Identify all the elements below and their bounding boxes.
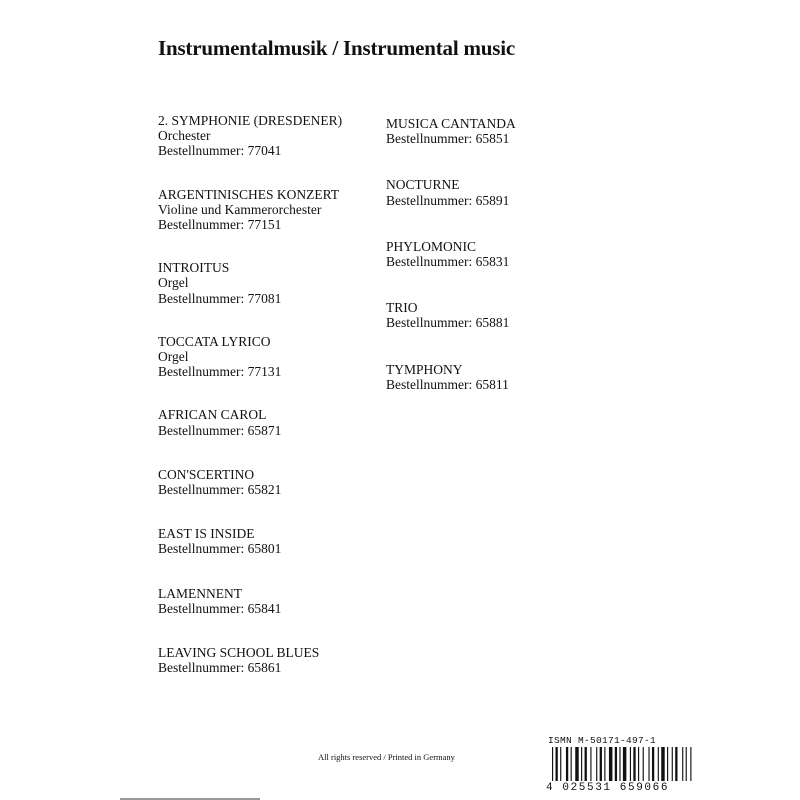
catalog-entry bbox=[158, 113, 342, 159]
barcode-bar bbox=[630, 747, 631, 781]
ismn-code: ISMN M-50171-497-1 bbox=[548, 735, 657, 746]
catalog-entry bbox=[158, 334, 342, 380]
barcode-bar bbox=[643, 747, 644, 781]
entry-order-number: Bestellnummer: 77131 bbox=[158, 364, 282, 380]
barcode-bar bbox=[652, 747, 654, 781]
entry-order-number: Bestellnummer: 65811 bbox=[386, 376, 509, 392]
barcode-bar bbox=[638, 747, 639, 781]
barcode-bar bbox=[615, 747, 617, 781]
entry-title: LAMENNENT bbox=[158, 585, 242, 601]
catalog-entry bbox=[386, 116, 516, 146]
barcode-bar bbox=[682, 747, 683, 781]
entry-order-number: Bestellnummer: 65871 bbox=[158, 422, 282, 438]
barcode-bar bbox=[575, 747, 578, 781]
entry-instrument: Orgel bbox=[158, 275, 189, 291]
entry-instrument: Violine und Kammerorchester bbox=[158, 201, 322, 217]
barcode-bar bbox=[667, 747, 668, 781]
entry-title: TOCCATA LYRICO bbox=[158, 333, 271, 349]
copyright-footer: All rights reserved / Printed in Germany bbox=[318, 752, 455, 762]
barcode-bar bbox=[648, 747, 649, 781]
catalog-entry bbox=[386, 300, 516, 330]
barcode-bar bbox=[672, 747, 673, 781]
entry-order-number: Bestellnummer: 65831 bbox=[386, 254, 510, 270]
barcode-digits: 4 025531 659066 bbox=[546, 782, 670, 794]
barcode-bar bbox=[658, 747, 659, 781]
catalog-entry bbox=[158, 467, 342, 497]
entry-title: TRIO bbox=[386, 300, 418, 316]
barcode-bar bbox=[596, 747, 597, 781]
entry-title: ARGENTINISCHES KONZERT bbox=[158, 186, 340, 202]
barcode-bar bbox=[566, 747, 568, 781]
entry-order-number: Bestellnummer: 65881 bbox=[386, 315, 510, 331]
entry-instrument: Orgel bbox=[158, 349, 189, 365]
barcode-bar bbox=[609, 747, 612, 781]
barcode-bar bbox=[552, 747, 553, 781]
entry-order-number: Bestellnummer: 65841 bbox=[158, 600, 282, 616]
barcode-bar bbox=[571, 747, 572, 781]
entry-order-number: Bestellnummer: 65891 bbox=[386, 192, 510, 208]
entry-title: AFRICAN CAROL bbox=[158, 407, 267, 423]
entry-order-number: Bestellnummer: 65851 bbox=[386, 131, 510, 147]
catalog-entry bbox=[158, 586, 342, 616]
entry-title: TYMPHONY bbox=[386, 361, 463, 377]
catalog-entry bbox=[158, 187, 342, 233]
barcode-bar bbox=[619, 747, 620, 781]
barcode-bar bbox=[633, 747, 635, 781]
barcode-bar bbox=[600, 747, 602, 781]
entry-order-number: Bestellnummer: 77041 bbox=[158, 143, 282, 159]
barcode-bar bbox=[585, 747, 587, 781]
entry-title: EAST IS INSIDE bbox=[158, 526, 255, 542]
catalog-entry bbox=[158, 407, 342, 437]
entry-order-number: Bestellnummer: 65821 bbox=[158, 482, 282, 498]
catalog-entry bbox=[386, 362, 516, 392]
barcode-bar bbox=[581, 747, 582, 781]
entry-title: NOCTURNE bbox=[386, 177, 460, 193]
entry-instrument: Orchester bbox=[158, 128, 211, 144]
catalog-entry bbox=[158, 526, 342, 556]
catalog-entry bbox=[158, 645, 342, 675]
barcode-bar bbox=[556, 747, 558, 781]
entry-title: PHYLOMONIC bbox=[386, 238, 477, 254]
right-column bbox=[386, 116, 516, 423]
barcode-bar bbox=[661, 747, 664, 781]
entry-order-number: Bestellnummer: 77151 bbox=[158, 217, 282, 233]
entry-order-number: Bestellnummer: 77081 bbox=[158, 290, 282, 306]
page-title: Instrumentalmusik / Instrumental music bbox=[158, 36, 516, 60]
barcode-bar bbox=[590, 747, 591, 781]
left-column bbox=[158, 113, 342, 704]
entry-title: MUSICA CANTANDA bbox=[386, 116, 516, 131]
entry-order-number: Bestellnummer: 65801 bbox=[158, 541, 282, 557]
entry-title: 2. SYMPHONIE (DRESDENER) bbox=[158, 113, 343, 128]
barcode-bar bbox=[604, 747, 605, 781]
catalog-entry bbox=[158, 260, 342, 306]
entry-order-number: Bestellnummer: 65861 bbox=[158, 660, 282, 676]
barcode-bar bbox=[686, 747, 687, 781]
catalog-entry bbox=[386, 177, 516, 207]
entry-title: INTROITUS bbox=[158, 260, 230, 276]
barcode-bar bbox=[560, 747, 561, 781]
catalog-entry bbox=[386, 239, 516, 269]
barcode-bar bbox=[623, 747, 626, 781]
barcode-bar bbox=[675, 747, 677, 781]
barcode-bar bbox=[690, 747, 691, 781]
entry-title: CON'SCERTINO bbox=[158, 466, 255, 482]
entry-title: LEAVING SCHOOL BLUES bbox=[158, 645, 320, 661]
